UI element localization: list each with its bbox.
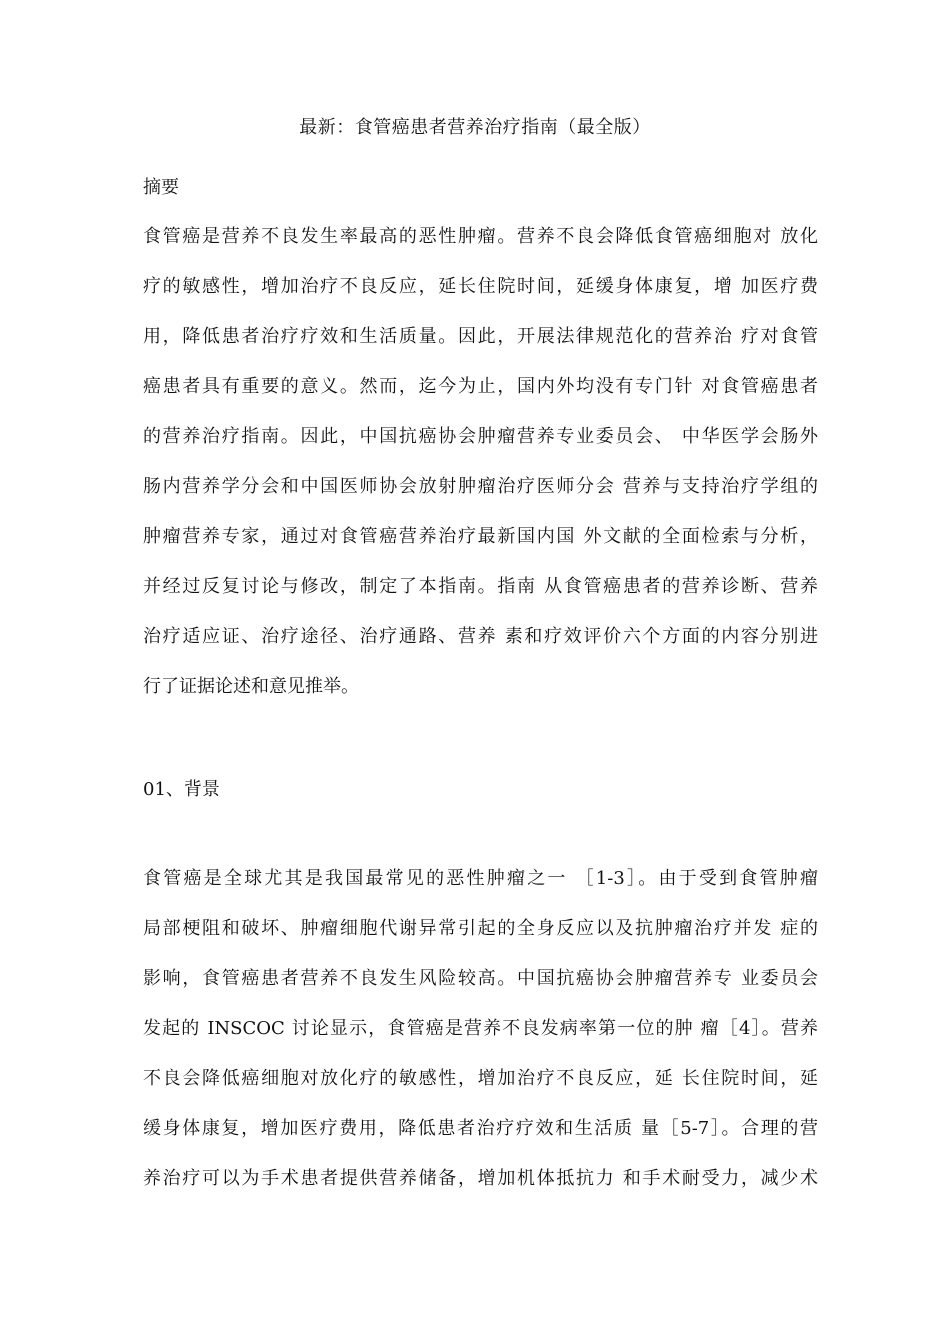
abstract-heading: 摘要: [143, 177, 179, 198]
paragraph-line: 治疗适应证、治疗途径、治疗通路、营养 素和疗效评价六个方面的内容分别进: [143, 626, 818, 647]
background-heading: 01、背景: [143, 779, 220, 800]
paragraph-line: 肿瘤营养专家，通过对食管癌营养治疗最新国内国 外文献的全面检索与分析，: [143, 526, 818, 547]
paragraph-line: 并经过反复讨论与修改，制定了本指南。指南 从食管癌患者的营养诊断、营养: [143, 576, 818, 597]
paragraph-line: 发起的 INSCOC 讨论显示，食管癌是营养不良发病率第一位的肿 瘤［4］。营养: [143, 1018, 818, 1039]
paragraph-line: 食管癌是全球尤其是我国最常见的恶性肿瘤之一 ［1-3］。由于受到食管肿瘤: [143, 868, 818, 889]
paragraph-line: 疗的敏感性，增加治疗不良反应，延长住院时间，延缓身体康复，增 加医疗费: [143, 276, 818, 297]
abstract-paragraph: [143, 224, 818, 724]
paragraph-line: 局部梗阻和破坏、肿瘤细胞代谢异常引起的全身反应以及抗肿瘤治疗并发 症的: [143, 918, 818, 939]
background-paragraph: [143, 866, 818, 1216]
paragraph-line: 缓身体康复，增加医疗费用，降低患者治疗疗效和生活质 量［5-7］。合理的营: [143, 1118, 818, 1139]
paragraph-line: 用，降低患者治疗疗效和生活质量。因此，开展法律规范化的营养治 疗对食管: [143, 326, 818, 347]
paragraph-line: 行了证据论述和意见推举。: [143, 676, 359, 697]
paragraph-line: 食管癌是营养不良发生率最高的恶性肿瘤。营养不良会降低食管癌细胞对 放化: [143, 226, 818, 247]
paragraph-line: 养治疗可以为手术患者提供营养储备，增加机体抵抗力 和手术耐受力，减少术: [143, 1168, 818, 1189]
paragraph-line: 癌患者具有重要的意义。然而，迄今为止，国内外均没有专门针 对食管癌患者: [143, 376, 818, 397]
paragraph-line: 肠内营养学分会和中国医师协会放射肿瘤治疗医师分会 营养与支持治疗学组的: [143, 476, 818, 497]
paragraph-line: 不良会降低癌细胞对放化疗的敏感性，增加治疗不良反应，延 长住院时间，延: [143, 1068, 818, 1089]
document-title: 最新：食管癌患者营养治疗指南（最全版）: [299, 117, 651, 138]
paragraph-line: 的营养治疗指南。因此，中国抗癌协会肿瘤营养专业委员会、 中华医学会肠外: [143, 426, 818, 447]
paragraph-line: 影响，食管癌患者营养不良发生风险较高。中国抗癌协会肿瘤营养专 业委员会: [143, 968, 818, 989]
